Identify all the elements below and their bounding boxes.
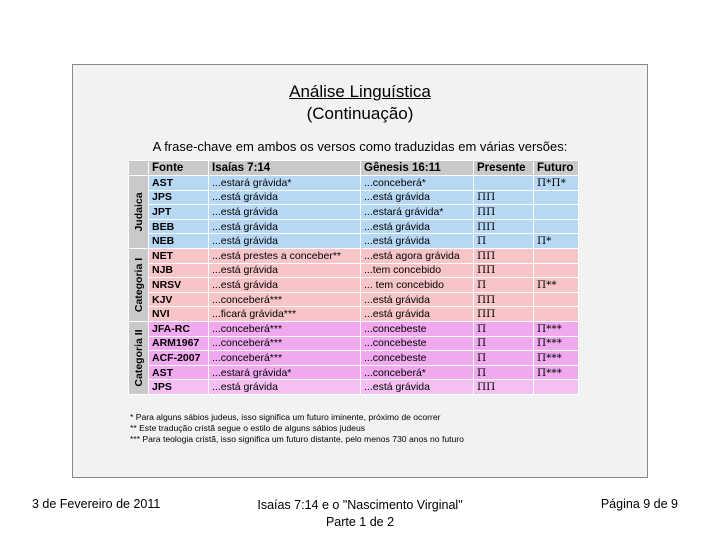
footnote: * Para alguns sábios judeus, isso significa um futuro iminente, próximo de ocorrer — [130, 412, 441, 422]
header-futuro: Futuro — [534, 161, 579, 176]
footer-date: 3 de Fevereiro de 2011 — [32, 497, 161, 511]
header-genesis: Gênesis 16:11 — [361, 161, 474, 176]
cell-presente: Π — [474, 351, 534, 366]
cell-futuro: Π*Π* — [534, 176, 579, 191]
cell-genesis: ... tem concebido — [361, 278, 474, 293]
cell-presente: Π — [474, 278, 534, 293]
cell-isaias: ...conceberá*** — [209, 321, 361, 336]
footnote: *** Para teologia cristã, isso significa um futuro distante, pelo menos 730 anos no futuro — [130, 434, 464, 444]
cell-fonte: KJV — [149, 292, 209, 307]
cell-presente: Π — [474, 336, 534, 351]
cell-isaias: ...está grávida — [209, 219, 361, 234]
cell-futuro — [534, 263, 579, 278]
table-row — [129, 351, 579, 366]
cell-isaias: ...conceberá*** — [209, 292, 361, 307]
cell-futuro — [534, 307, 579, 322]
cell-genesis: ...está grávida — [361, 190, 474, 205]
cell-fonte: JPS — [149, 380, 209, 395]
cell-presente: ΠΠ — [474, 292, 534, 307]
cell-isaias: ...está grávida — [209, 234, 361, 249]
cell-futuro — [534, 190, 579, 205]
cell-isaias: ...está grávida — [209, 190, 361, 205]
cell-genesis: ...está grávida — [361, 380, 474, 395]
table-row — [129, 263, 579, 278]
cell-presente — [474, 176, 534, 191]
table-row — [129, 190, 579, 205]
cell-isaias: ...está grávida — [209, 380, 361, 395]
table-row — [129, 321, 579, 336]
table-row — [129, 336, 579, 351]
cell-fonte: AST — [149, 365, 209, 380]
footer-page-number: Página 9 de 9 — [600, 497, 678, 511]
table-row — [129, 365, 579, 380]
slide-title-continuation: (Continuação) — [306, 104, 414, 123]
category-label-cell — [129, 176, 149, 249]
cell-presente: ΠΠ — [474, 219, 534, 234]
cell-genesis: ...está grávida — [361, 307, 474, 322]
category-label: Categoria I — [132, 257, 145, 313]
table-row — [129, 248, 579, 263]
cell-futuro — [534, 248, 579, 263]
table-row — [129, 205, 579, 220]
translation-table — [128, 160, 579, 395]
cell-genesis: ...está grávida — [361, 219, 474, 234]
cell-genesis: ...está grávida — [361, 292, 474, 307]
cell-futuro — [534, 205, 579, 220]
table-row — [129, 219, 579, 234]
cell-isaias: ...está prestes a conceber** — [209, 248, 361, 263]
category-label-cell — [129, 321, 149, 394]
footnote: ** Este tradução cristã segue o estilo de alguns sábios judeus — [130, 423, 366, 433]
table-row — [129, 380, 579, 395]
cell-fonte: NJB — [149, 263, 209, 278]
cell-presente: ΠΠ — [474, 190, 534, 205]
cell-isaias: ...está grávida — [209, 205, 361, 220]
cell-isaias: ...ficará grávida*** — [209, 307, 361, 322]
cell-genesis: ...está agora grávida — [361, 248, 474, 263]
cell-presente: ΠΠ — [474, 205, 534, 220]
cell-fonte: NRSV — [149, 278, 209, 293]
cell-fonte: ARM1967 — [149, 336, 209, 351]
header-fonte: Fonte — [149, 161, 209, 176]
cell-futuro — [534, 219, 579, 234]
table-header-row — [129, 161, 579, 176]
cell-fonte: NVI — [149, 307, 209, 322]
category-label: Judaica — [132, 192, 145, 232]
cell-presente: ΠΠ — [474, 263, 534, 278]
cell-futuro: Π*** — [534, 365, 579, 380]
cell-genesis: ...concebeste — [361, 321, 474, 336]
cell-fonte: NEB — [149, 234, 209, 249]
cell-isaias: ...está grávida — [209, 263, 361, 278]
cell-genesis: ...estará grávida* — [361, 205, 474, 220]
slide-subtitle: A frase-chave em ambos os versos como traduzidas em várias versões: — [152, 139, 568, 154]
cell-futuro — [534, 292, 579, 307]
cell-futuro — [534, 380, 579, 395]
cell-genesis: ...tem concebido — [361, 263, 474, 278]
cell-presente: Π — [474, 234, 534, 249]
cell-futuro: Π* — [534, 234, 579, 249]
cell-futuro: Π** — [534, 278, 579, 293]
cell-fonte: NET — [149, 248, 209, 263]
category-label: Categoria II — [132, 329, 145, 387]
footnotes — [130, 412, 464, 445]
cell-fonte: JFA-RC — [149, 321, 209, 336]
footer-title-line2: Parte 1 de 2 — [325, 515, 395, 529]
cell-presente: ΠΠ — [474, 307, 534, 322]
table-row — [129, 234, 579, 249]
cell-genesis: ...está grávida — [361, 234, 474, 249]
cell-fonte: ACF-2007 — [149, 351, 209, 366]
cell-presente: ΠΠ — [474, 248, 534, 263]
cell-isaias: ...conceberá*** — [209, 336, 361, 351]
cell-genesis: ...concebeste — [361, 336, 474, 351]
slide-title: Análise Linguística — [289, 82, 431, 101]
header-category — [129, 161, 149, 176]
cell-isaias: ...estará grávida* — [209, 176, 361, 191]
cell-isaias: ...está grávida — [209, 278, 361, 293]
cell-genesis: ...conceberá* — [361, 365, 474, 380]
table-row — [129, 292, 579, 307]
cell-isaias: ...estará grávida* — [209, 365, 361, 380]
cell-genesis: ...conceberá* — [361, 176, 474, 191]
cell-presente: Π — [474, 321, 534, 336]
cell-isaias: ...conceberá*** — [209, 351, 361, 366]
cell-presente: ΠΠ — [474, 380, 534, 395]
table-row — [129, 176, 579, 191]
category-label-cell — [129, 248, 149, 321]
cell-presente: Π — [474, 365, 534, 380]
cell-fonte: JPT — [149, 205, 209, 220]
table-row — [129, 307, 579, 322]
cell-fonte: JPS — [149, 190, 209, 205]
header-isaias: Isaías 7:14 — [209, 161, 361, 176]
cell-fonte: AST — [149, 176, 209, 191]
footer-title-line1: Isaías 7:14 e o "Nascimento Virginal" — [257, 498, 463, 512]
cell-genesis: ...concebeste — [361, 351, 474, 366]
cell-futuro: Π*** — [534, 336, 579, 351]
cell-futuro: Π*** — [534, 321, 579, 336]
header-presente: Presente — [474, 161, 534, 176]
cell-futuro: Π*** — [534, 351, 579, 366]
footer-title — [230, 497, 490, 531]
table-row — [129, 278, 579, 293]
cell-fonte: BEB — [149, 219, 209, 234]
